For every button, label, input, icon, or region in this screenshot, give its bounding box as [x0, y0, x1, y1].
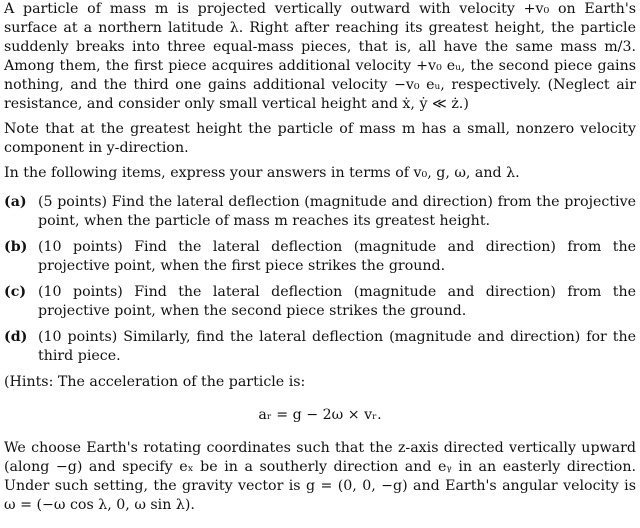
question-list — [4, 193, 636, 366]
answer-instructions: In the following items, express your answers in terms of v₀, g, ω, and λ. — [4, 165, 520, 181]
question-item-d — [4, 328, 636, 366]
question-label: (d) — [4, 329, 28, 345]
acceleration-equation: aᵣ = g − 2ω × vᵣ. — [258, 407, 382, 423]
question-label: (c) — [4, 284, 27, 300]
problem-note: Note that at the greatest height the particle of mass m has a small, nonzero velocity component in y-direction. — [4, 121, 636, 156]
hints-text: (Hints: The acceleration of the particle is: — [4, 374, 306, 390]
question-item-c — [4, 283, 636, 321]
question-label: (b) — [4, 239, 28, 255]
question-text: (10 points) Similarly, find the lateral deflection (magnitude and direction) for the third piece. — [38, 329, 636, 364]
question-text: (5 points) Find the lateral deflection (magnitude and direction) from the projective point, when the particle of mass m reaches its greatest height. — [38, 194, 636, 229]
question-item-b — [4, 238, 636, 276]
question-label: (a) — [4, 194, 27, 210]
question-text: (10 points) Find the lateral deflection (magnitude and direction) from the projective point, when the second piece strikes the ground. — [38, 284, 636, 319]
question-text: (10 points) Find the lateral deflection (magnitude and direction) from the projective point, when the first piece strikes the ground. — [38, 239, 636, 274]
question-item-a — [4, 193, 636, 231]
coordinate-description: We choose Earth's rotating coordinates such that the z-axis directed vertically upward (along −g) and specify eₓ be in a southerly direction and eᵧ in an easterly direction. Under such setting, the gravity vector is g = (0, 0, −g) and Earth's angular velocity is ω = (−ω cos λ, 0, ω sin λ). — [4, 440, 636, 513]
problem-intro: A particle of mass m is projected vertically outward with velocity +v₀ on Earth's surface at a northern latitude λ. Right after reaching its greatest height, the particle suddenly breaks into three equal-mass pieces, that is, all have the same mass m/3. Among them, the first piece acquires additional velocity +v₀ eᵤ, the second piece gains nothing, and the third one gains additional velocity −v₀ eᵤ, respectively. (Neglect air resistance, and consider only small vertical height and ẋ, ẏ ≪ ż.) — [4, 1, 636, 112]
